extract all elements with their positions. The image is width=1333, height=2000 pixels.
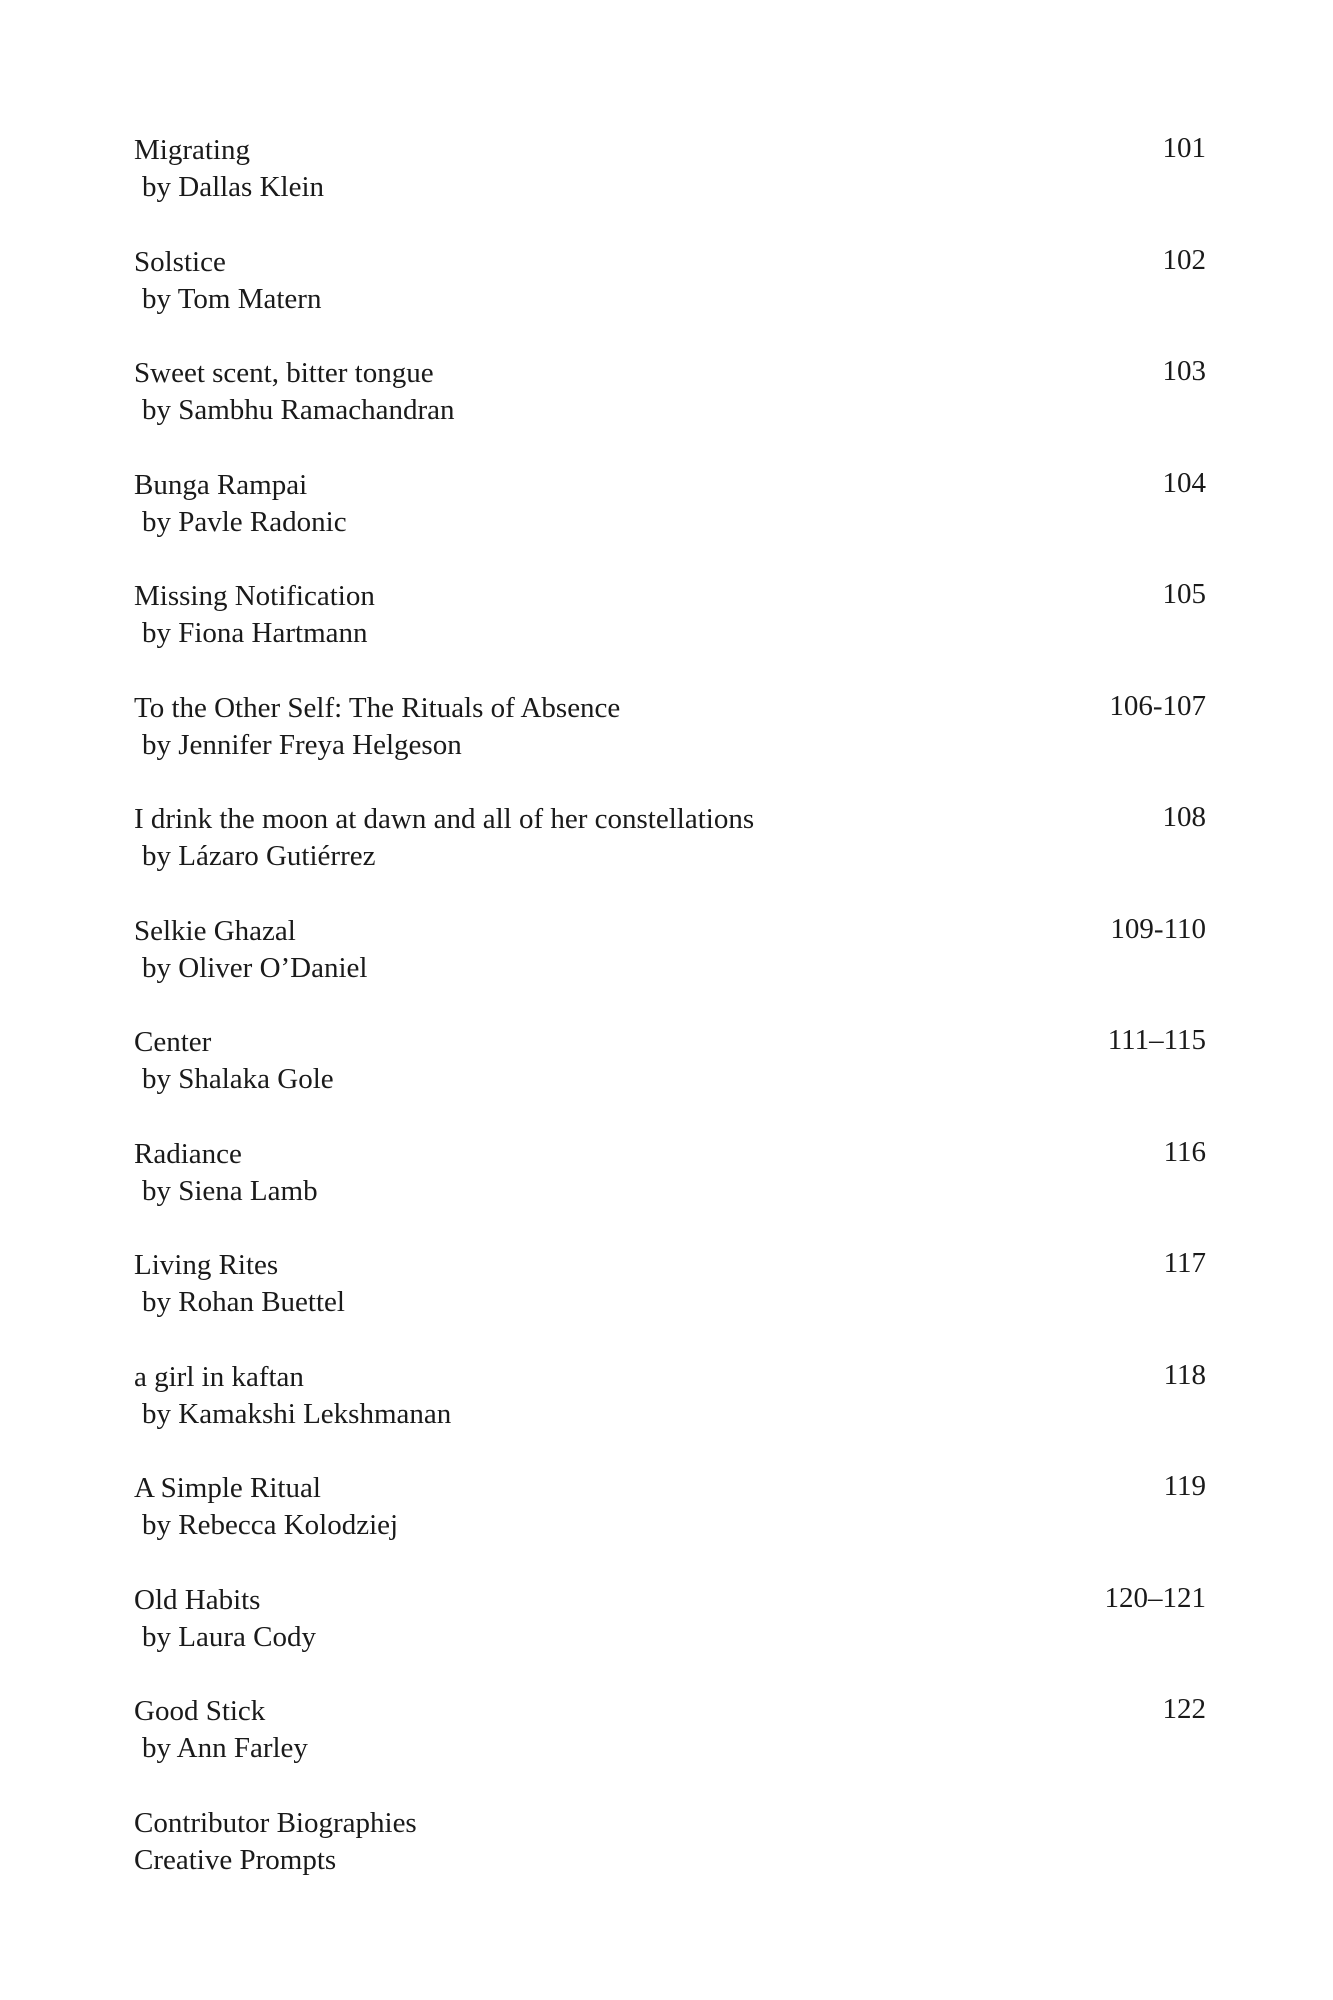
entry-author: by Oliver O’Daniel [142,951,368,984]
creative-prompts-link[interactable]: Creative Prompts [134,1844,337,1876]
entry-page-number: 104 [1162,466,1206,499]
entry-author: by Tom Matern [142,282,322,315]
entry-author: by Sambhu Ramachandran [142,394,455,426]
entry-author: by Rohan Buettel [142,1286,345,1318]
toc-entry[interactable] [134,913,1206,1025]
entry-title: Good Stick [134,1695,266,1727]
toc-entry[interactable] [134,1024,1206,1136]
entry-title: Missing Notification [134,580,375,612]
toc-entry[interactable] [134,690,1206,802]
toc-entry[interactable] [134,1470,1206,1582]
entry-title: a girl in kaftan [134,1360,304,1393]
entry-page-number: 106-107 [1109,689,1206,722]
entry-author: by Shalaka Gole [142,1063,334,1095]
entry-author: by Lázaro Gutiérrez [142,840,376,872]
entry-page-number: 118 [1163,1358,1206,1391]
toc-entry[interactable] [134,1136,1206,1248]
entry-title: Living Rites [134,1249,279,1281]
entry-author: by Rebecca Kolodziej [142,1509,399,1541]
entry-title: Selkie Ghazal [134,914,296,947]
entry-title: To the Other Self: The Rituals of Absence [134,691,621,724]
entry-title: Migrating [134,134,250,166]
entry-page-number: 103 [1162,355,1206,387]
toc-entry[interactable] [134,1582,1206,1694]
entry-title: Sweet scent, bitter tongue [134,357,434,389]
entry-author: by Kamakshi Lekshmanan [142,1397,452,1430]
toc-entry[interactable] [134,1247,1206,1359]
entry-author: by Ann Farley [142,1732,308,1764]
entry-author: by Dallas Klein [142,171,325,203]
entry-page-number: 109-110 [1110,912,1206,945]
entry-title: Old Habits [134,1583,261,1616]
toc-entry[interactable] [134,1359,1206,1471]
entry-title: A Simple Ritual [134,1472,321,1504]
entry-title: Center [134,1026,212,1058]
entry-page-number: 117 [1163,1247,1206,1279]
entry-page-number: 108 [1162,801,1206,833]
toc-entry[interactable] [134,132,1206,244]
entry-title: Solstice [134,245,226,278]
entry-page-number: 120–121 [1104,1581,1206,1614]
entry-page-number: 101 [1162,132,1206,164]
toc-entry[interactable] [134,355,1206,467]
toc-entry[interactable] [134,578,1206,690]
entry-page-number: 102 [1162,243,1206,276]
entry-page-number: 105 [1162,578,1206,610]
entry-author: by Siena Lamb [142,1174,318,1207]
toc-entry[interactable] [134,244,1206,356]
entry-title: Radiance [134,1137,242,1170]
entry-title: I drink the moon at dawn and all of her constellations [134,803,755,835]
entry-page-number: 119 [1163,1470,1206,1502]
entry-author: by Laura Cody [142,1620,316,1653]
toc-entry[interactable] [134,801,1206,913]
toc-entry[interactable] [134,1693,1206,1805]
entry-author: by Pavle Radonic [142,505,347,538]
backmatter-section [134,1805,417,1879]
entry-page-number: 111–115 [1107,1024,1206,1056]
contributor-biographies-link[interactable]: Contributor Biographies [134,1807,417,1839]
table-of-contents [134,132,1206,1805]
toc-entry[interactable] [134,467,1206,579]
entry-page-number: 116 [1163,1135,1206,1168]
entry-page-number: 122 [1162,1693,1206,1725]
entry-title: Bunga Rampai [134,468,308,501]
entry-author: by Jennifer Freya Helgeson [142,728,462,761]
entry-author: by Fiona Hartmann [142,617,368,649]
